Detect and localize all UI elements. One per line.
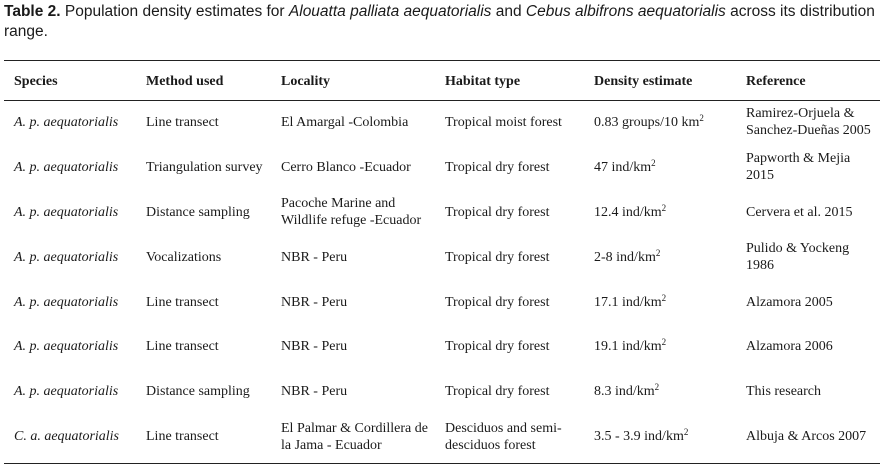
cell-locality-text: NBR - Peru xyxy=(281,249,348,265)
density-superscript: 2 xyxy=(651,157,656,168)
cell-method xyxy=(136,100,271,145)
cell-species xyxy=(4,369,136,414)
cell-method xyxy=(136,145,271,190)
cell-reference xyxy=(736,280,880,325)
cell-habitat-text: Tropical dry forest xyxy=(445,204,550,220)
caption-text-c: across its distribution range. xyxy=(4,3,875,40)
cell-method-text: Line transect xyxy=(146,339,219,355)
cell-density xyxy=(584,280,736,325)
header-method: Method used xyxy=(146,73,224,89)
cell-locality-text: El Amargal -Colombia xyxy=(281,114,409,130)
caption-text-a: Population density estimates for xyxy=(60,3,289,20)
cell-density-text: 47 ind/km xyxy=(594,159,652,175)
cell-habitat-text: Tropical moist forest xyxy=(445,114,562,130)
table-row xyxy=(4,235,880,280)
cell-species-text: A. p. aequatorialis xyxy=(14,204,119,220)
cell-species xyxy=(4,190,136,235)
table-row xyxy=(4,100,880,145)
table-caption xyxy=(4,2,882,42)
cell-reference-text: Albuja & Arcos 2007 xyxy=(746,429,867,445)
header-reference: Reference xyxy=(746,73,806,89)
cell-habitat xyxy=(435,190,584,235)
table-row xyxy=(4,369,880,414)
cell-density-text: 3.5 - 3.9 ind/km xyxy=(594,429,684,445)
table-row xyxy=(4,324,880,369)
cell-density-text: 0.83 groups/10 km xyxy=(594,114,700,130)
cell-species xyxy=(4,100,136,145)
cell-reference xyxy=(736,190,880,235)
cell-method-text: Line transect xyxy=(146,294,219,310)
table-row xyxy=(4,414,880,459)
cell-locality-text: El Palmar & Cordillera de la Jama - Ecuador xyxy=(281,420,428,453)
cell-habitat xyxy=(435,235,584,280)
cell-method-text: Vocalizations xyxy=(146,249,222,265)
cell-habitat-text: Desciduos and semi-desciduos forest xyxy=(445,420,562,453)
cell-habitat xyxy=(435,280,584,325)
cell-method-text: Triangulation survey xyxy=(146,159,263,175)
cell-locality xyxy=(271,369,435,414)
cell-reference-text: This research xyxy=(746,384,822,400)
cell-locality xyxy=(271,145,435,190)
cell-locality xyxy=(271,414,435,459)
cell-locality-text: Pacoche Marine and Wildlife refuge -Ecuador xyxy=(281,196,422,229)
cell-locality xyxy=(271,190,435,235)
cell-habitat xyxy=(435,145,584,190)
cell-method xyxy=(136,369,271,414)
table-row xyxy=(4,190,880,235)
cell-species-text: A. p. aequatorialis xyxy=(14,384,119,400)
cell-species xyxy=(4,235,136,280)
caption-label: Table 2. xyxy=(4,3,61,20)
cell-density-text: 19.1 ind/km xyxy=(594,339,662,355)
table-row xyxy=(4,280,880,325)
cell-locality-text: NBR - Peru xyxy=(281,339,348,355)
cell-locality-text: NBR - Peru xyxy=(281,384,348,400)
cell-reference-text: Pulido & Yockeng 1986 xyxy=(746,241,850,274)
cell-habitat xyxy=(435,324,584,369)
cell-habitat-text: Tropical dry forest xyxy=(445,159,550,175)
cell-species xyxy=(4,414,136,459)
cell-species-text: C. a. aequatorialis xyxy=(14,429,120,445)
cell-density xyxy=(584,100,736,145)
cell-reference-text: Alzamora 2006 xyxy=(746,339,833,355)
cell-reference xyxy=(736,369,880,414)
cell-locality xyxy=(271,235,435,280)
cell-habitat xyxy=(435,414,584,459)
header-species: Species xyxy=(14,73,58,89)
cell-habitat-text: Tropical dry forest xyxy=(445,384,550,400)
cell-method xyxy=(136,324,271,369)
cell-method-text: Distance sampling xyxy=(146,204,250,220)
cell-reference xyxy=(736,100,880,145)
density-superscript: 2 xyxy=(699,112,704,123)
density-superscript: 2 xyxy=(683,427,689,438)
cell-reference-text: Cervera et al. 2015 xyxy=(746,204,853,220)
cell-reference xyxy=(736,145,880,190)
table-top-rule xyxy=(4,60,880,61)
cell-species-text: A. p. aequatorialis xyxy=(14,294,119,310)
cell-species-text: A. p. aequatorialis xyxy=(14,159,119,175)
cell-locality-text: Cerro Blanco -Ecuador xyxy=(281,159,411,175)
header-habitat: Habitat type xyxy=(445,73,521,89)
cell-species-text: A. p. aequatorialis xyxy=(14,114,119,130)
cell-habitat xyxy=(435,100,584,145)
cell-density-text: 12.4 ind/km xyxy=(594,204,662,220)
table-header-row xyxy=(4,62,880,100)
cell-reference-text: Alzamora 2005 xyxy=(746,294,833,310)
cell-density xyxy=(584,369,736,414)
header-density: Density estimate xyxy=(594,73,693,89)
cell-density xyxy=(584,145,736,190)
cell-reference xyxy=(736,235,880,280)
cell-method-text: Line transect xyxy=(146,429,219,445)
cell-species-text: A. p. aequatorialis xyxy=(14,339,119,355)
cell-density xyxy=(584,324,736,369)
cell-locality xyxy=(271,280,435,325)
density-superscript: 2 xyxy=(661,337,667,348)
cell-species-text: A. p. aequatorialis xyxy=(14,249,119,265)
cell-species xyxy=(4,324,136,369)
cell-density xyxy=(584,235,736,280)
cell-locality xyxy=(271,100,435,145)
cell-species xyxy=(4,280,136,325)
cell-species xyxy=(4,145,136,190)
cell-reference xyxy=(736,324,880,369)
cell-density-text: 2-8 ind/km xyxy=(594,249,656,265)
density-superscript: 2 xyxy=(654,382,660,393)
cell-method xyxy=(136,190,271,235)
header-locality: Locality xyxy=(281,73,330,89)
cell-density xyxy=(584,414,736,459)
cell-method xyxy=(136,414,271,459)
caption-species-2: Cebus albifrons aequatorialis xyxy=(525,3,726,20)
table-row xyxy=(4,145,880,190)
cell-density-text: 17.1 ind/km xyxy=(594,294,662,310)
table-body xyxy=(4,100,880,459)
cell-density-text: 8.3 ind/km xyxy=(594,384,655,400)
cell-locality xyxy=(271,324,435,369)
caption-text-b: and xyxy=(491,3,526,20)
caption-species-1: Alouatta palliata aequatorialis xyxy=(288,3,492,20)
cell-habitat-text: Tropical dry forest xyxy=(445,339,550,355)
density-superscript: 2 xyxy=(661,202,667,213)
cell-method-text: Line transect xyxy=(146,114,219,130)
cell-habitat-text: Tropical dry forest xyxy=(445,294,550,310)
cell-method xyxy=(136,280,271,325)
cell-habitat xyxy=(435,369,584,414)
cell-method-text: Distance sampling xyxy=(146,384,250,400)
density-table xyxy=(4,62,880,459)
cell-reference xyxy=(736,414,880,459)
cell-method xyxy=(136,235,271,280)
cell-habitat-text: Tropical dry forest xyxy=(445,249,550,265)
table-bottom-rule xyxy=(4,463,880,464)
cell-reference-text: Papworth & Mejia 2015 xyxy=(746,151,851,184)
cell-locality-text: NBR - Peru xyxy=(281,294,348,310)
density-superscript: 2 xyxy=(655,247,661,258)
cell-reference-text: Ramirez-Orjuela & Sanchez-Dueñas 2005 xyxy=(746,106,871,139)
density-superscript: 2 xyxy=(661,292,667,303)
cell-density xyxy=(584,190,736,235)
